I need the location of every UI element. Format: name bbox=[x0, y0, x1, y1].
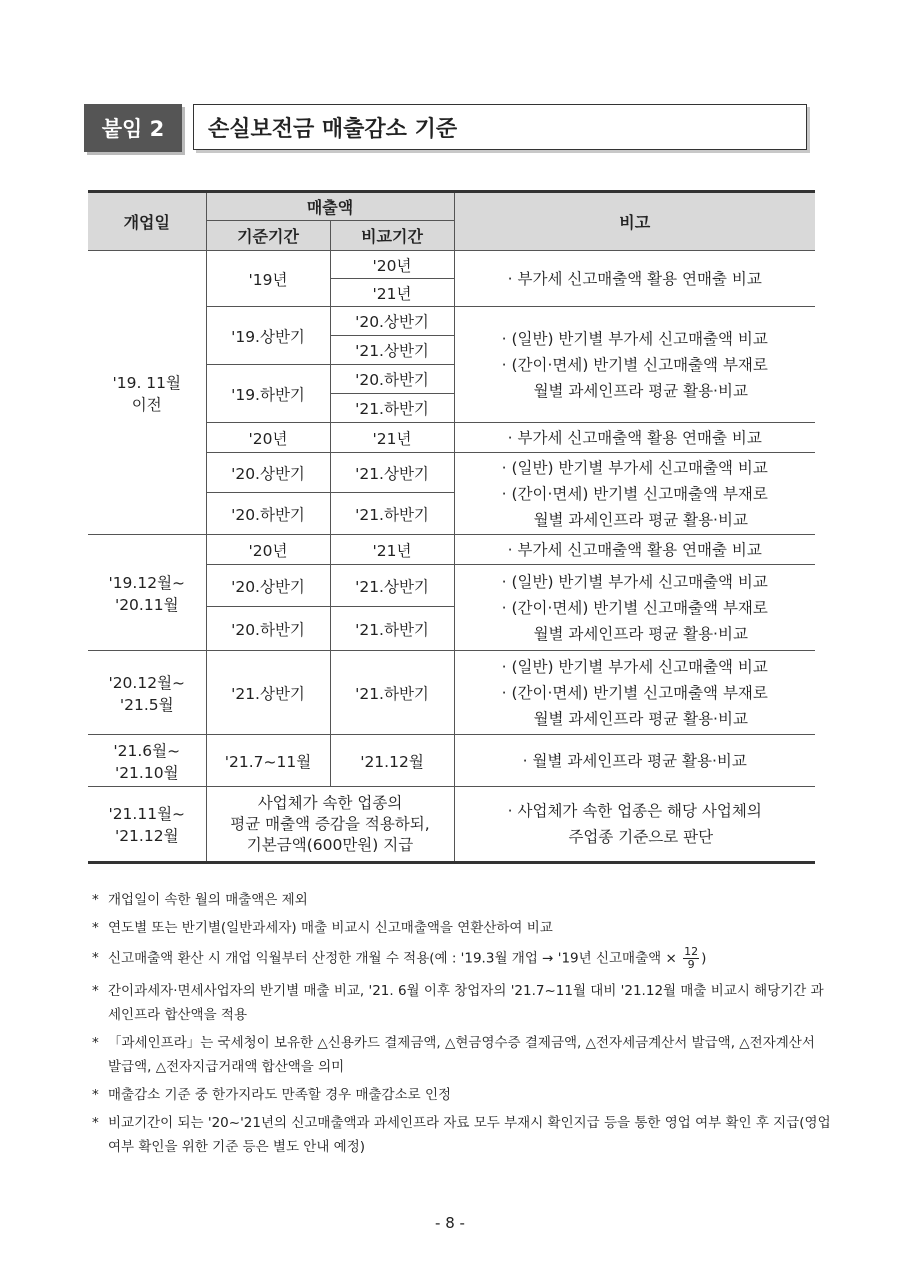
cell-compare: '21.하반기 bbox=[330, 651, 454, 735]
header-remarks: 비고 bbox=[454, 192, 815, 251]
group-label-5: '21.11월~ '21.12월 bbox=[88, 787, 206, 863]
cell-compare: '21.12월 bbox=[330, 735, 454, 787]
cell-base: '19.하반기 bbox=[206, 365, 330, 423]
header-compare-period: 비교기간 bbox=[330, 221, 454, 251]
page-title: 손실보전금 매출감소 기준 bbox=[193, 104, 807, 150]
footnote: * 매출감소 기준 중 한가지라도 만족할 경우 매출감소로 인정 bbox=[92, 1087, 452, 1103]
footnotes bbox=[92, 888, 832, 1163]
header-open-date: 개업일 bbox=[88, 192, 206, 251]
remark-annual: · 부가세 신고매출액 활용 연매출 비교 bbox=[454, 535, 815, 565]
cell-compare: '21.상반기 bbox=[330, 565, 454, 607]
cell-base: '20.하반기 bbox=[206, 607, 330, 651]
cell-base: '20.하반기 bbox=[206, 493, 330, 535]
remark-monthly: · 월별 과세인프라 평균 활용·비교 bbox=[454, 735, 815, 787]
header-base-period: 기준기간 bbox=[206, 221, 330, 251]
cell-compare: '21.하반기 bbox=[330, 607, 454, 651]
cell-compare: '21년 bbox=[330, 279, 454, 307]
header-sales: 매출액 bbox=[206, 192, 454, 221]
cell-compare: '20.하반기 bbox=[330, 365, 454, 394]
cell-base: '19년 bbox=[206, 251, 330, 307]
cell-compare: '21.상반기 bbox=[330, 336, 454, 365]
cell-compare: '21.상반기 bbox=[330, 453, 454, 493]
page-number: - 8 - bbox=[435, 1214, 465, 1232]
remark-annual: · 부가세 신고매출액 활용 연매출 비교 bbox=[454, 423, 815, 453]
cell-compare: '21년 bbox=[330, 535, 454, 565]
page-header bbox=[84, 104, 810, 152]
remark-industry: · 사업체가 속한 업종은 해당 사업체의 주업종 기준으로 판단 bbox=[454, 787, 815, 863]
cell-compare: '20년 bbox=[330, 251, 454, 279]
sales-decrease-criteria-table bbox=[88, 190, 815, 864]
fraction-12-over-9: $\frac{12}{9}$ bbox=[684, 945, 699, 971]
footnote: * 간이과세자·면세사업자의 반기별 매출 비교, '21. 6월 이후 창업자의 '21.7~11월 대비 '21.12월 매출 비교시 해당기간 과세인프라 합산액을 적용 bbox=[92, 983, 824, 1023]
footnote: * 연도별 또는 반기별(일반과세자) 매출 비교시 신고매출액을 연환산하여 비교 bbox=[92, 920, 553, 936]
group-label-1: '19. 11월 이전 bbox=[88, 251, 206, 535]
cell-compare: '20.상반기 bbox=[330, 307, 454, 336]
cell-base: '21.상반기 bbox=[206, 651, 330, 735]
footnote: * 개업일이 속한 월의 매출액은 제외 bbox=[92, 892, 308, 908]
remark-half: · (일반) 반기별 부가세 신고매출액 비교 · (간이·면세) 반기별 신고매출액 부재로 월별 과세인프라 평균 활용·비교 bbox=[454, 565, 815, 651]
cell-base: '20년 bbox=[206, 535, 330, 565]
group-label-3: '20.12월~ '21.5월 bbox=[88, 651, 206, 735]
group-label-2: '19.12월~ '20.11월 bbox=[88, 535, 206, 651]
remark-half: · (일반) 반기별 부가세 신고매출액 비교 · (간이·면세) 반기별 신고매출액 부재로 월별 과세인프라 평균 활용·비교 bbox=[454, 307, 815, 423]
remark-half: · (일반) 반기별 부가세 신고매출액 비교 · (간이·면세) 반기별 신고매출액 부재로 월별 과세인프라 평균 활용·비교 bbox=[454, 453, 815, 535]
cell-compare: '21년 bbox=[330, 423, 454, 453]
cell-base: '20년 bbox=[206, 423, 330, 453]
cell-compare: '21.하반기 bbox=[330, 394, 454, 423]
remark-half: · (일반) 반기별 부가세 신고매출액 비교 · (간이·면세) 반기별 신고매출액 부재로 월별 과세인프라 평균 활용·비교 bbox=[454, 651, 815, 735]
cell-base: '20.상반기 bbox=[206, 453, 330, 493]
footnote: * 비교기간이 되는 '20~'21년의 신고매출액과 과세인프라 자료 모두 부재시 확인지급 등을 통한 영업 여부 확인 후 지급(영업여부 확인을 위한 기준 등은 별도 안내 예정) bbox=[92, 1115, 831, 1155]
attachment-badge: 붙임 2 bbox=[84, 104, 182, 152]
cell-base: '19.상반기 bbox=[206, 307, 330, 365]
cell-industry-average: 사업체가 속한 업종의 평균 매출액 증감을 적용하되, 기본금액(600만원) 지급 bbox=[206, 787, 454, 863]
group-label-4: '21.6월~ '21.10월 bbox=[88, 735, 206, 787]
cell-base: '20.상반기 bbox=[206, 565, 330, 607]
remark-annual: · 부가세 신고매출액 활용 연매출 비교 bbox=[454, 251, 815, 307]
cell-base: '21.7~11월 bbox=[206, 735, 330, 787]
footnote: * 신고매출액 환산 시 개업 익월부터 산정한 개월 수 적용(예 : '19.3월 개업 → '19년 신고매출액 × $\frac{12}{9}$ ) bbox=[92, 945, 707, 971]
cell-compare: '21.하반기 bbox=[330, 493, 454, 535]
footnote: * 「과세인프라」는 국세청이 보유한 △신용카드 결제금액, △현금영수증 결제금액, △전자세금계산서 발급액, △전자계산서 발급액, △전자지급거래액 합산액을 의미 bbox=[92, 1035, 815, 1075]
